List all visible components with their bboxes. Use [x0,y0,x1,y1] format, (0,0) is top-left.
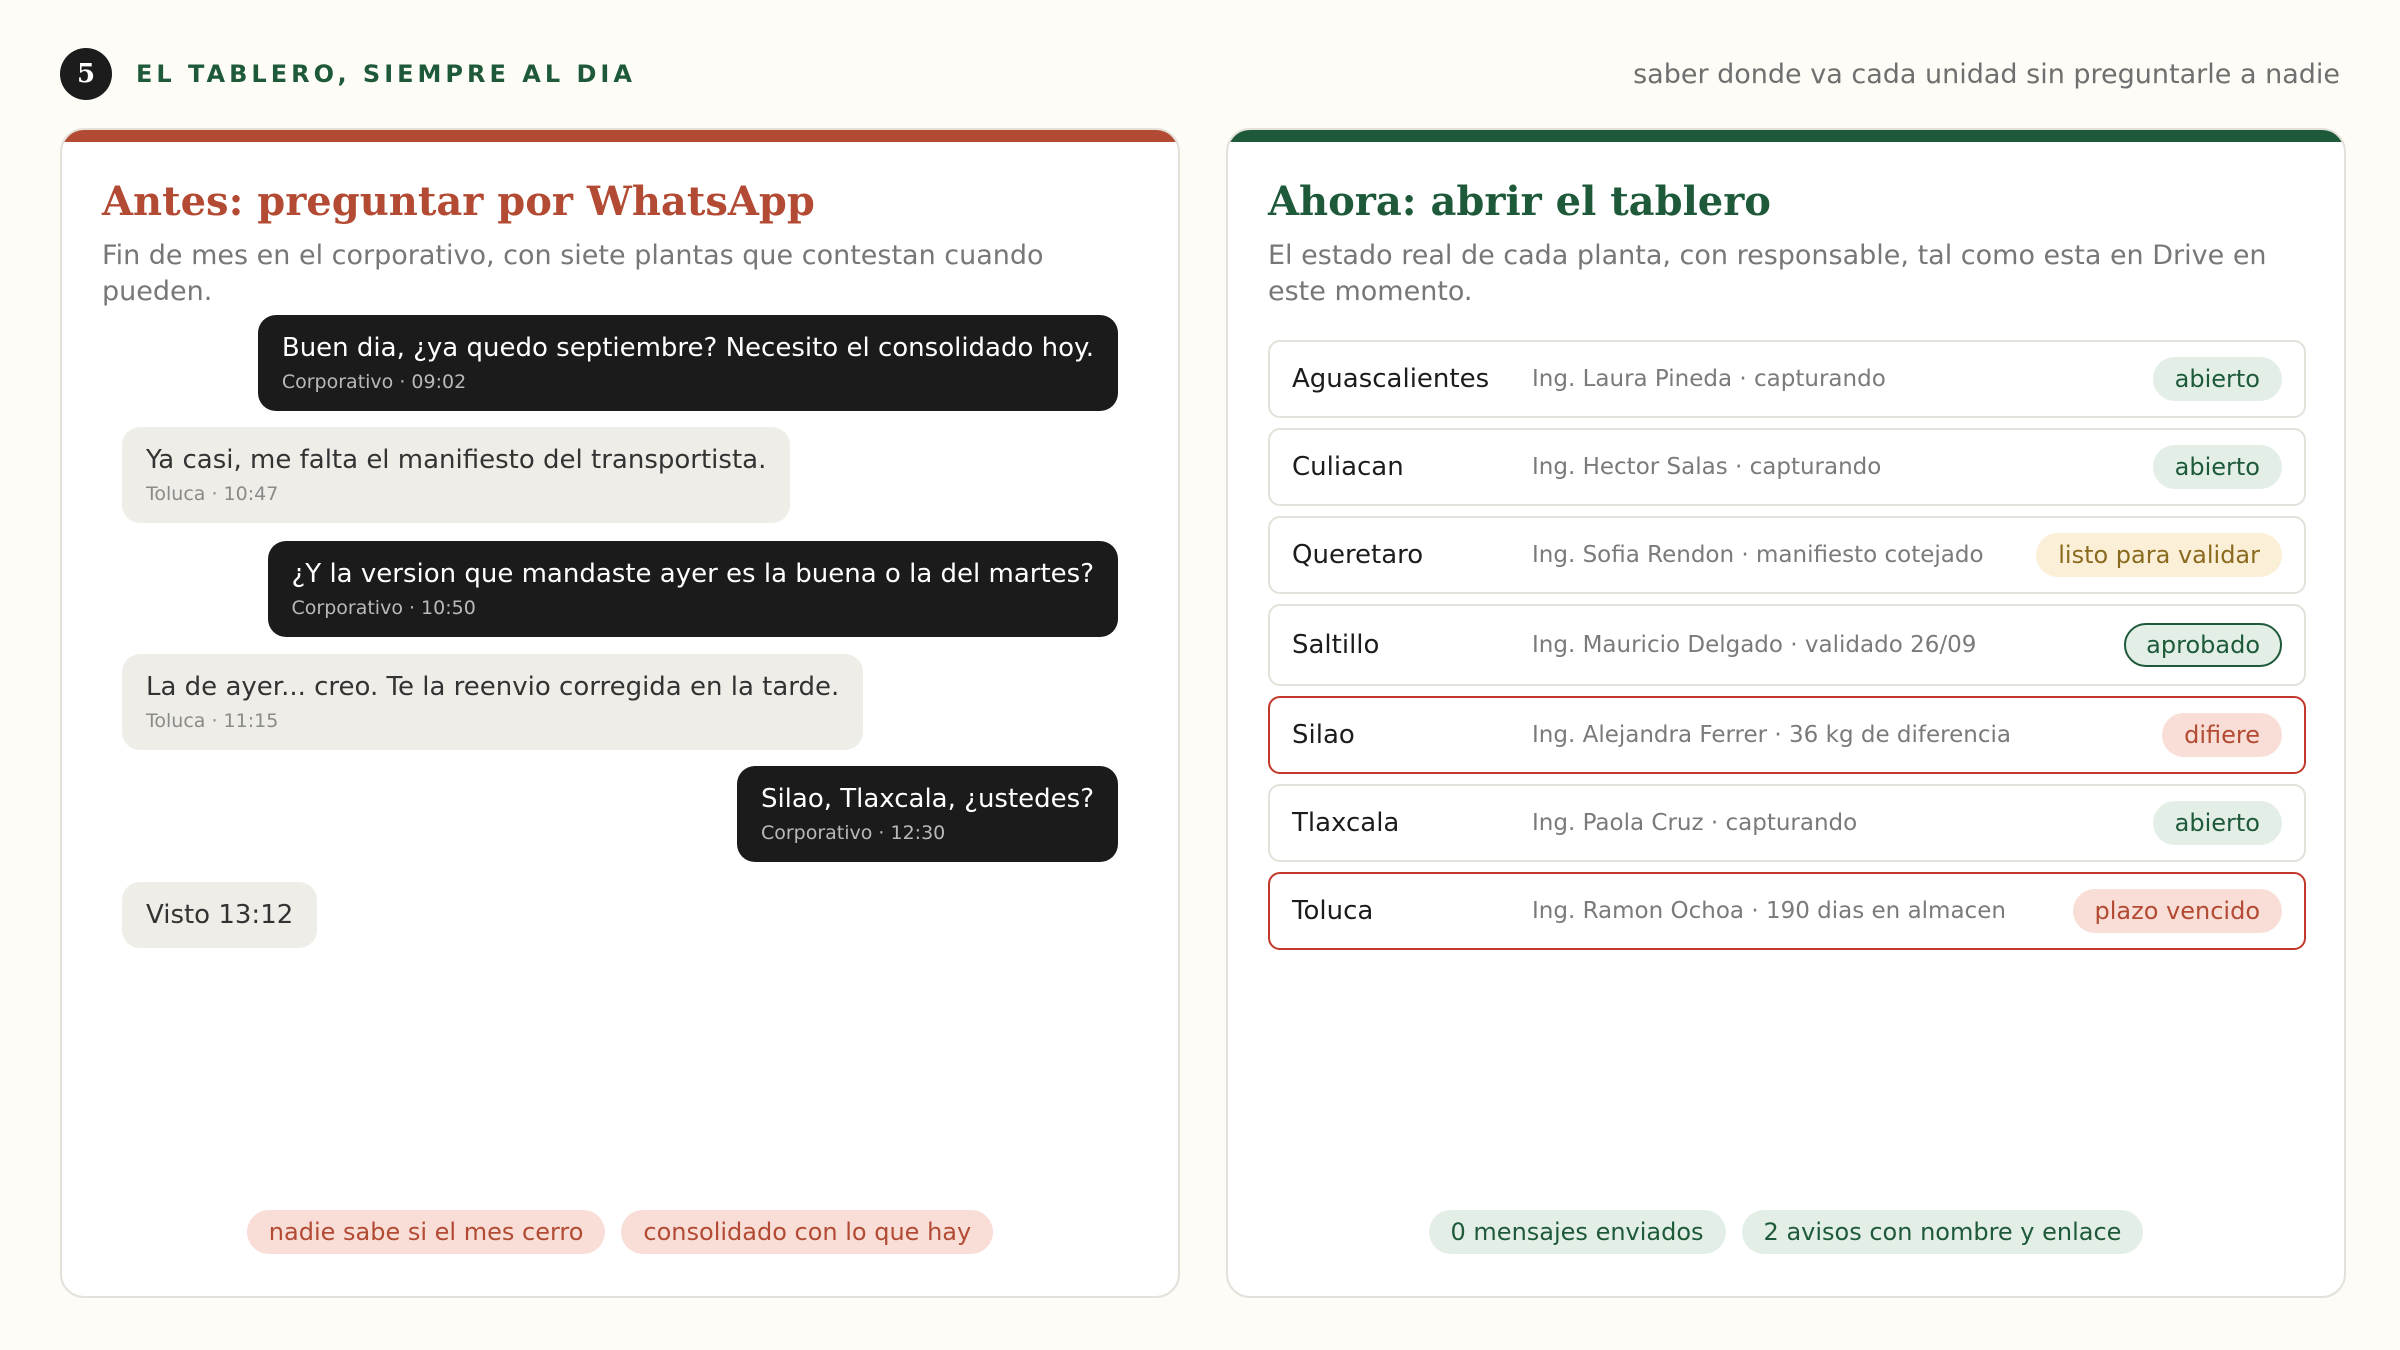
chat-bubble-outgoing [737,766,1118,862]
before-subtitle: Fin de mes en el corporativo, con siete plantas que contestan cuando pueden. [102,240,1044,307]
plant-row-aguascalientes[interactable] [1268,340,2306,418]
chat-message-text: ¿Y la version que mandaste ayer es la buena o la del martes? [291,559,1094,589]
chat-bubble-incoming [122,654,863,750]
status-badge: abierto [2153,445,2282,489]
chat-message-meta: Corporativo · 09:02 [281,371,467,393]
status-badge: listo para validar [2036,533,2282,577]
status-badge: aprobado [2124,623,2282,667]
plant-name: Culiacan [1292,452,1404,482]
before-card [60,128,1180,1298]
plant-detail: Ing. Ramon Ochoa · 190 dias en almacen [1532,898,2006,924]
section-title: EL TABLERO, SIEMPRE AL DIA [136,60,636,88]
slide-tagline: saber donde va cada unidad sin preguntarle a nadie [1633,58,2340,90]
plant-detail: Ing. Hector Salas · capturando [1532,454,1882,480]
plant-row-queretaro[interactable] [1268,516,2306,594]
plant-detail: Ing. Sofia Rendon · manifiesto cotejado [1532,542,1984,568]
plant-name: Toluca [1292,896,1374,926]
chat-message-text: Silao, Tlaxcala, ¿ustedes? [760,784,1094,814]
chat-bubble-incoming [122,427,790,523]
before-chip: nadie sabe si el mes cerro [247,1210,606,1254]
before-accent-bar [62,130,1178,142]
plant-detail: Ing. Alejandra Ferrer · 36 kg de diferencia [1532,722,2011,748]
plant-detail: Ing. Paola Cruz · capturando [1532,810,1858,836]
after-card [1226,128,2346,1298]
status-badge: difiere [2162,713,2282,757]
chat-message-text: Visto 13:12 [146,900,294,930]
status-badge: abierto [2153,801,2282,845]
plant-row-silao[interactable] [1268,696,2306,774]
slide-header [60,48,2340,100]
plant-name: Queretaro [1292,540,1424,570]
plant-row-culiacan[interactable] [1268,428,2306,506]
plant-name: Tlaxcala [1292,808,1400,838]
before-chips [62,1210,1178,1254]
after-subtitle: El estado real de cada planta, con responsable, tal como esta en Drive en este momento. [1268,240,2267,307]
header-left [60,48,636,100]
after-chip: 2 avisos con nombre y enlace [1742,1210,2144,1254]
chat-message-meta: Toluca · 11:15 [146,710,279,732]
status-badge: abierto [2153,357,2282,401]
chat-message-text: Ya casi, me falta el manifiesto del transportista. [146,445,767,475]
plant-row-tlaxcala[interactable] [1268,784,2306,862]
plant-name: Aguascalientes [1292,364,1490,394]
plant-name: Saltillo [1292,630,1380,660]
after-chips [1228,1210,2344,1254]
slide-number-badge: 5 [60,48,112,100]
chat-message-meta: Corporativo · 12:30 [760,822,946,844]
chat-bubble-outgoing [268,541,1119,637]
plant-status-list [1268,340,2306,960]
chat-message-text: La de ayer... creo. Te la reenvio corregida en la tarde. [146,672,840,702]
before-chip: consolidado con lo que hay [621,1210,993,1254]
chat-seen-receipt [122,882,317,948]
chat-message-meta: Toluca · 10:47 [146,483,279,505]
chat-bubble-outgoing [258,315,1118,411]
plant-row-saltillo[interactable] [1268,604,2306,686]
after-title: Ahora: abrir el tablero [1268,178,1771,225]
chat-message-text: Buen dia, ¿ya quedo septiembre? Necesito el consolidado hoy. [281,333,1094,363]
chat-message-meta: Corporativo · 10:50 [291,597,476,619]
plant-row-toluca[interactable] [1268,872,2306,950]
plant-name: Silao [1292,720,1355,750]
after-accent-bar [1228,130,2344,142]
before-title: Antes: preguntar por WhatsApp [102,178,815,225]
status-badge: plazo vencido [2073,889,2282,933]
after-chip: 0 mensajes enviados [1429,1210,1726,1254]
plant-detail: Ing. Laura Pineda · capturando [1532,366,1886,392]
plant-detail: Ing. Mauricio Delgado · validado 26/09 [1532,632,1977,658]
